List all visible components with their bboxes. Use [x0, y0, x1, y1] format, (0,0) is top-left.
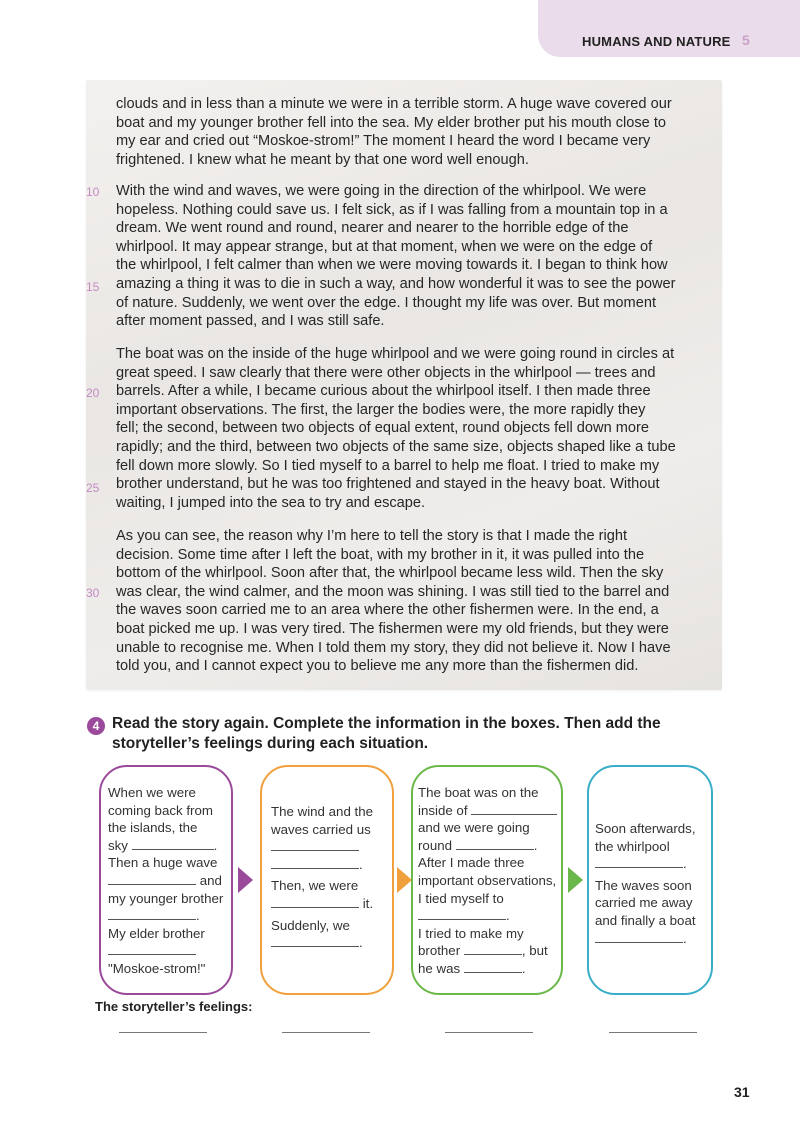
answer-blank[interactable]	[464, 942, 522, 955]
story-line: after moment passed, and I was still safe.	[116, 313, 385, 330]
info-box-4-text	[595, 820, 696, 947]
answer-blank[interactable]	[132, 837, 214, 850]
answer-blank[interactable]	[108, 942, 196, 955]
box-line: sky .	[108, 837, 218, 853]
box-line: inside of	[418, 802, 557, 820]
box-line: coming back from	[108, 802, 213, 818]
feelings-label: The storyteller’s feelings:	[95, 999, 253, 1014]
box-line: he was .	[418, 960, 526, 976]
answer-blank[interactable]	[471, 802, 557, 815]
story-line: told you, and I cannot expect you to believe me any more than the fishermen did.	[116, 658, 639, 675]
answer-blank[interactable]	[271, 934, 359, 947]
box-line: Then, we were	[271, 878, 359, 894]
box-line: The waves soon	[595, 877, 692, 893]
box-line: Soon afterwards,	[595, 821, 696, 836]
box-line	[108, 942, 223, 960]
story-line: waiting, I jumped into the sea to try and escape.	[116, 494, 426, 511]
box-line: I tried to make my	[418, 925, 524, 941]
box-line: My elder brother	[108, 925, 205, 941]
box-line: the islands, the	[108, 820, 198, 836]
info-box-3-text	[418, 784, 557, 978]
box-line: .	[271, 856, 373, 874]
box-line: I tied myself to	[418, 890, 504, 906]
box-line: and	[108, 872, 223, 890]
box-line: .	[595, 930, 696, 948]
info-box-2-text	[271, 803, 373, 952]
answer-blank[interactable]	[271, 856, 359, 869]
box-line: .	[271, 934, 373, 952]
arrow-right-icon	[397, 867, 412, 893]
story-line: great speed. I saw clearly that there were other objects in the whirlpool — trees and	[116, 364, 656, 381]
line-number: 30	[86, 586, 100, 600]
story-line: unable to recognise me. When I told them my story, they did not believe it. Now I have	[116, 639, 671, 656]
page-number: 31	[734, 1084, 750, 1100]
story-line: clouds and in less than a minute we were in a terrible storm. A huge wave covered our	[116, 96, 672, 112]
box-line: waves carried us	[271, 821, 371, 837]
story-line: fell down more slowly. So I tied myself to a barrel to help me float. I tried to make my	[116, 457, 660, 474]
answer-blank[interactable]	[271, 895, 359, 908]
answer-blank[interactable]	[108, 907, 196, 920]
box-line: "Moskoe-strom!"	[108, 960, 206, 976]
story-line: important observations. The first, the larger the bodies were, the more rapidly they	[116, 401, 646, 418]
box-line: When we were	[108, 785, 196, 800]
task-instruction-line: Read the story again. Complete the information in the boxes. Then add the	[112, 715, 661, 732]
box-line: and finally a boat	[595, 912, 696, 928]
box-line: The boat was on the	[418, 785, 539, 800]
line-number: 15	[86, 280, 100, 294]
task-instruction	[112, 714, 702, 754]
line-number: 20	[86, 386, 100, 400]
arrow-right-icon	[238, 867, 253, 893]
story-line: boat and my younger brother fell into the sea. My elder brother put his mouth close to	[116, 114, 667, 131]
task-number-badge: 4	[87, 717, 105, 735]
box-line	[271, 838, 373, 856]
story-line: brother understand, but he was too frightened and stayed in the heavy boat. Without	[116, 476, 660, 493]
box-line: my younger brother	[108, 890, 224, 906]
box-line: The wind and the	[271, 804, 374, 819]
box-line: .	[418, 907, 557, 925]
box-line: Suddenly, we	[271, 917, 350, 933]
story-line: dream. We went round and round, nearer and nearer to the horrible edge of the	[116, 220, 629, 237]
story-paragraph-2	[116, 182, 718, 331]
arrow-right-icon	[568, 867, 583, 893]
answer-blank[interactable]	[595, 930, 683, 943]
box-line: important observations,	[418, 872, 557, 888]
answer-blank[interactable]	[595, 855, 683, 868]
story-line: of nature. Suddenly, we went over the edge. I thought my life was over. But moment	[116, 294, 656, 311]
story-line: As you can see, the reason why I’m here to tell the story is that I made the right	[116, 528, 628, 544]
box-line: Then a huge wave	[108, 855, 218, 871]
feelings-answer-line[interactable]	[282, 1032, 370, 1033]
story-line: rapidly; and the third, between two objects of the same size, objects shaped like a tube	[116, 438, 676, 455]
story-line: the whirlpool, I felt calmer than when we were moving towards it. I began to think how	[116, 257, 668, 274]
line-number: 10	[86, 185, 100, 199]
feelings-answer-line[interactable]	[609, 1032, 697, 1033]
story-line: frightened. I knew what he meant by that one word well enough.	[116, 151, 529, 168]
story-line: barrels. After a while, I became curious about the whirlpool itself. I then made three	[116, 383, 651, 400]
box-line: .	[108, 907, 223, 925]
box-line: After I made three	[418, 855, 525, 871]
box-line: brother , but	[418, 943, 548, 959]
box-line: carried me away	[595, 895, 693, 911]
answer-blank[interactable]	[108, 872, 196, 885]
feelings-answer-line[interactable]	[445, 1032, 533, 1033]
story-line: The boat was on the inside of the huge whirlpool and we were going round in circles at	[116, 346, 675, 362]
story-line: amazing a thing it was to die in such a way, and how wonderful it was to see the power	[116, 275, 676, 292]
line-number: 25	[86, 481, 100, 495]
story-line: was clear, the wind calmer, and the moon was shining. I was still tied to the barrel and	[116, 583, 670, 600]
story-line: whirlpool. It may appear strange, but at that moment, when we were on the edge of	[116, 238, 653, 255]
answer-blank[interactable]	[418, 907, 506, 920]
answer-blank[interactable]	[456, 837, 534, 850]
story-line: fell; the second, between two objects of equal extent, round objects fell down more	[116, 420, 649, 437]
story-line: the waves soon carried me to an area where the other fishermen were. In the end, a	[116, 602, 659, 619]
story-line: bottom of the whirlpool. Soon after that, the whirlpool became less wild. Then the sky	[116, 565, 664, 582]
answer-blank[interactable]	[464, 960, 522, 973]
story-line: my ear and cried out “Moskoe-strom!” The moment I heard the word I became very	[116, 133, 651, 150]
story-paragraph-1	[116, 95, 718, 169]
story-paragraph-3	[116, 345, 718, 512]
unit-number: 5	[742, 32, 750, 48]
feelings-answer-line[interactable]	[119, 1032, 207, 1033]
info-box-1-text	[108, 784, 223, 978]
box-line: round .	[418, 837, 538, 853]
story-line: hopeless. Nothing could save us. I felt sick, as if I was falling from a mountain top in a	[116, 201, 668, 218]
story-line: decision. Some time after I left the boat, with my brother in it, it was pulled into the	[116, 546, 645, 563]
story-line: With the wind and waves, we were going in the direction of the whirlpool. We were	[116, 183, 647, 199]
task-instruction-line: storyteller’s feelings during each situation.	[112, 735, 429, 752]
answer-blank[interactable]	[271, 838, 359, 851]
box-line: the whirlpool	[595, 838, 670, 854]
box-line: .	[595, 855, 696, 873]
box-line: and we were going	[418, 820, 530, 836]
section-title: HUMANS AND NATURE	[582, 34, 731, 49]
box-line: it.	[271, 895, 373, 913]
story-paragraph-4	[116, 527, 718, 676]
story-line: boat picked me up. I was very tired. The fishermen were my old friends, but they were	[116, 620, 669, 637]
